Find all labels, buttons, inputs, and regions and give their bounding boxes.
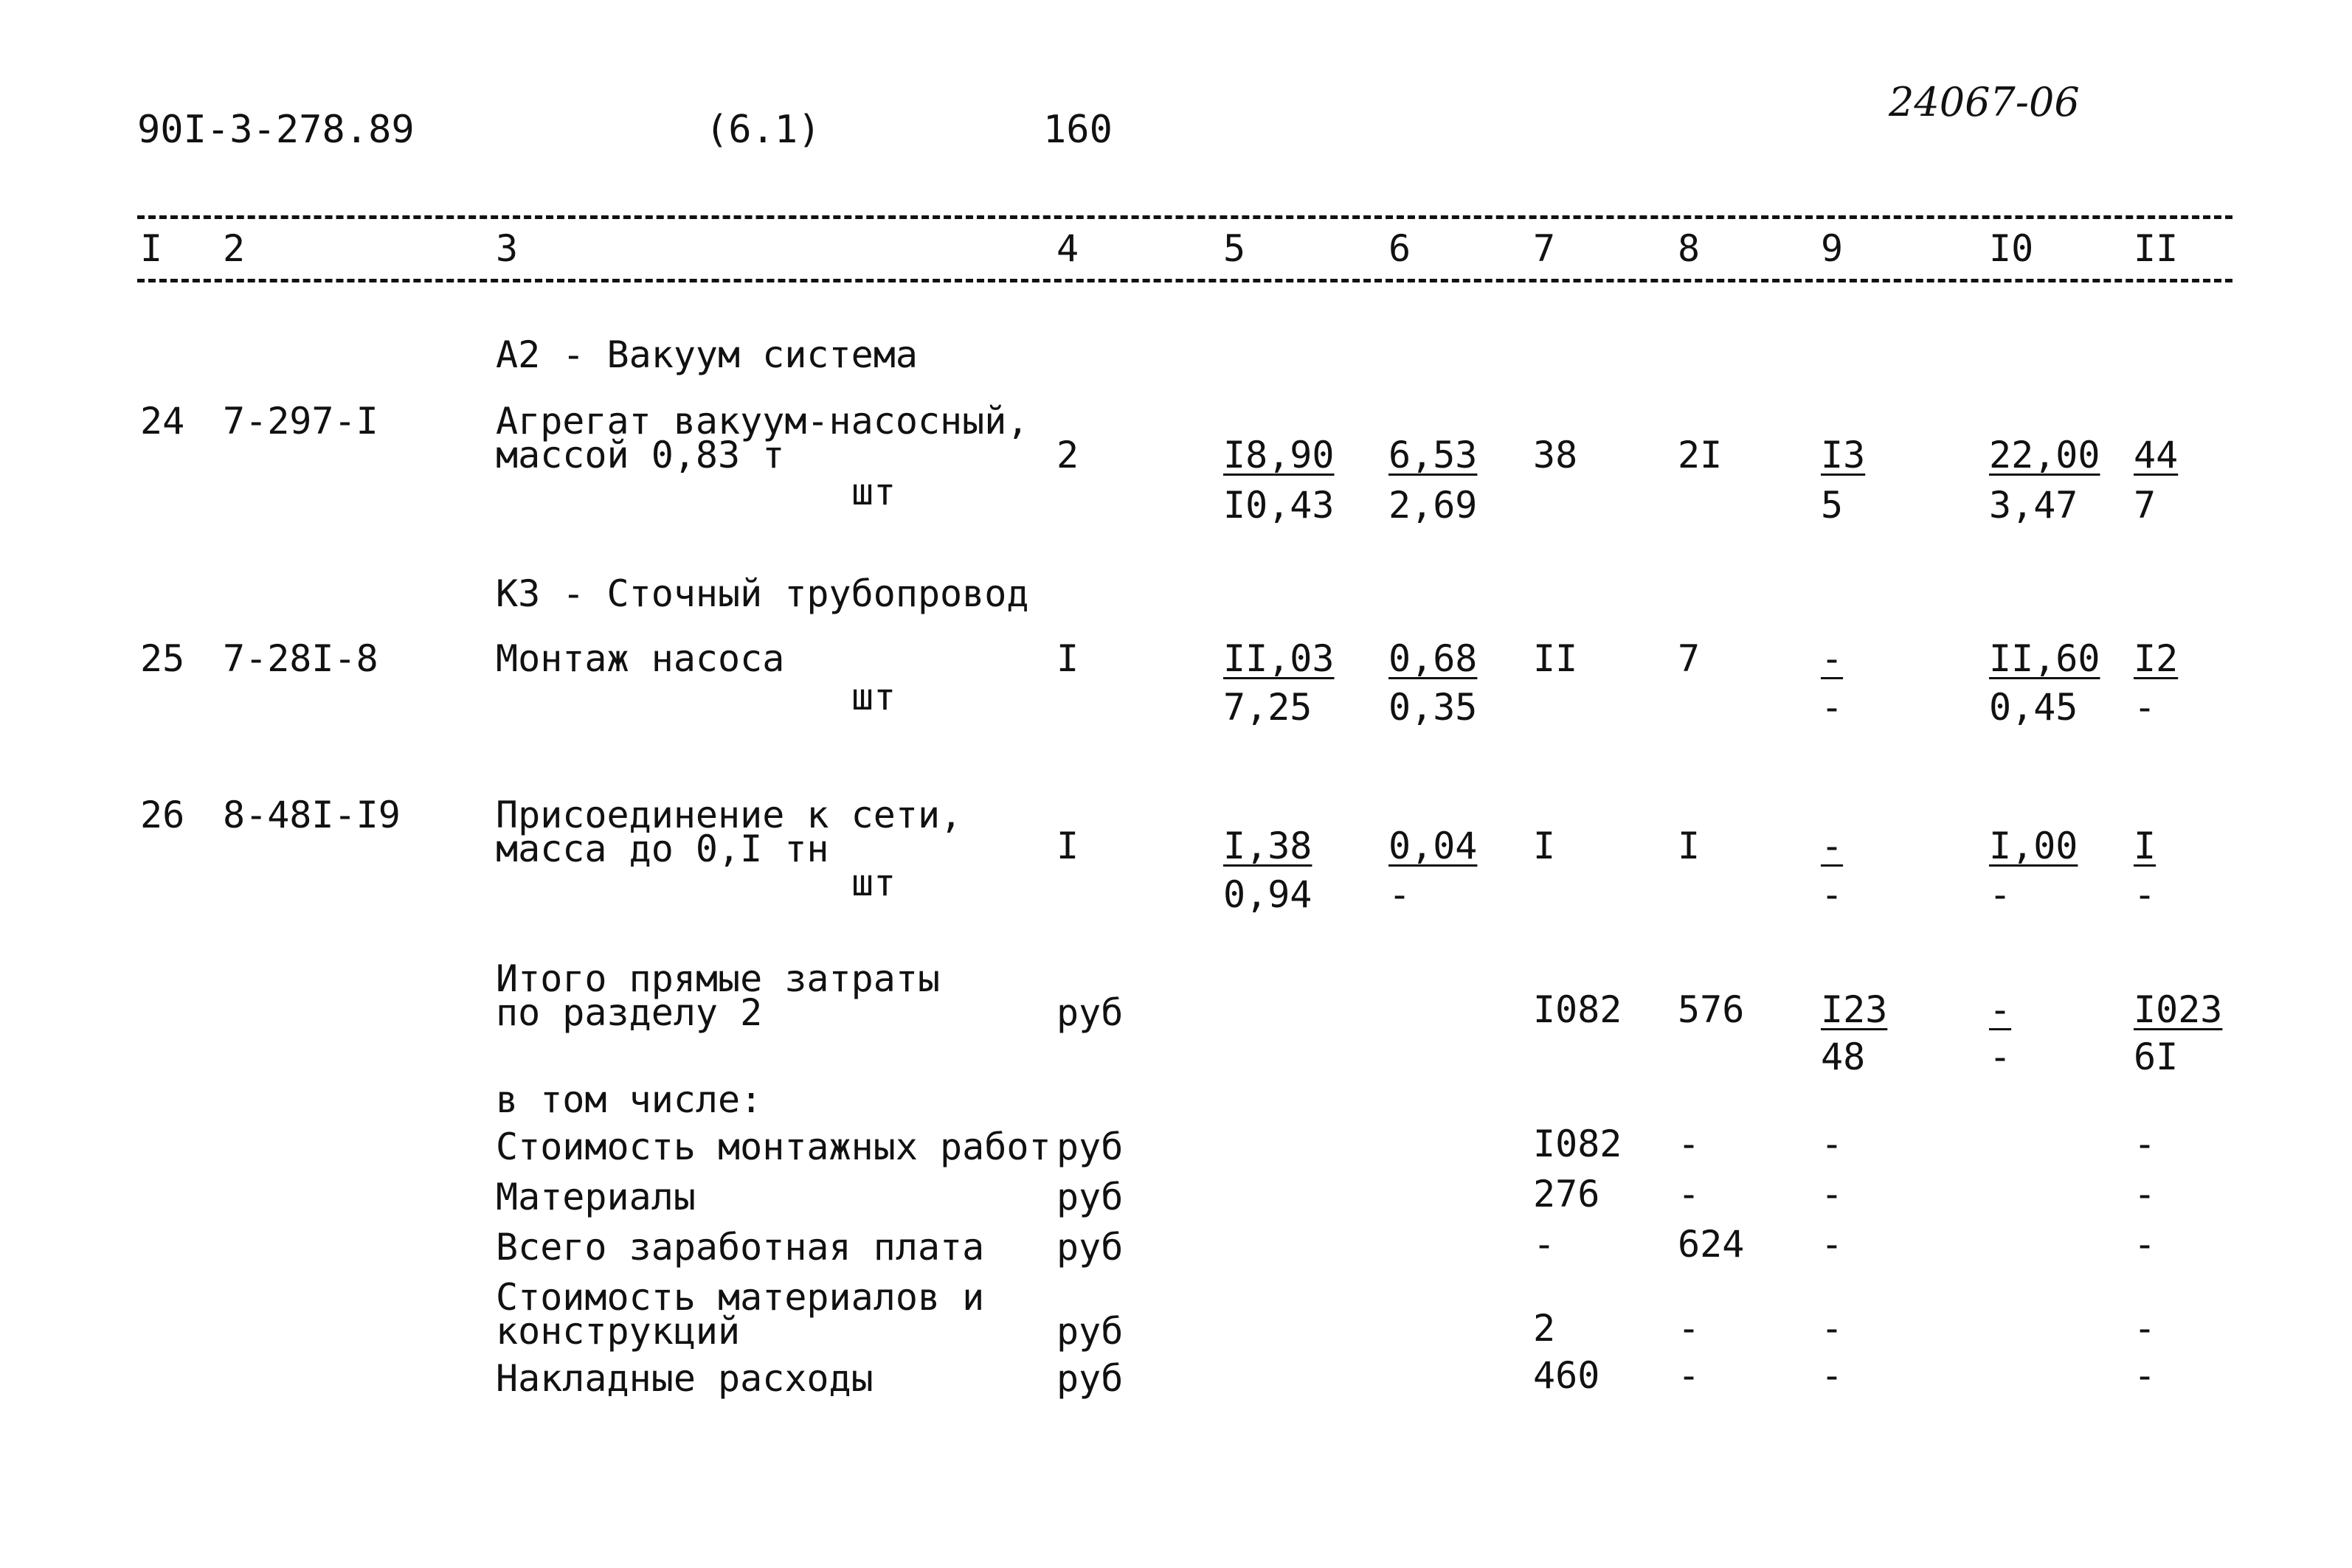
section-heading-a2: А2 - Вакуум система bbox=[496, 333, 918, 376]
breakdown-col11: - bbox=[2134, 1223, 2156, 1266]
including-label: в том числе: bbox=[496, 1078, 763, 1121]
total-col11-bottom: 6I bbox=[2134, 1035, 2179, 1078]
col11-bottom: - bbox=[2134, 686, 2156, 729]
rate-code: 7-297-I bbox=[223, 400, 378, 443]
col10-bottom: 0,45 bbox=[1989, 686, 2078, 729]
col8-value: 2I bbox=[1678, 434, 1723, 476]
breakdown-col9: - bbox=[1821, 1354, 1844, 1397]
col11-top: I2 bbox=[2134, 637, 2179, 680]
quantity: I bbox=[1056, 825, 1079, 867]
unit-label: шт bbox=[851, 861, 896, 904]
col8-value: 7 bbox=[1678, 637, 1701, 680]
total-col10-bottom: - bbox=[1989, 1035, 2012, 1078]
item-name-line1: Присоединение к сети, bbox=[496, 794, 963, 836]
breakdown-col8: - bbox=[1678, 1123, 1701, 1165]
breakdown-unit: руб bbox=[1056, 1176, 1124, 1218]
breakdown-col11: - bbox=[2134, 1354, 2156, 1397]
document-code: 90I-3-278.89 bbox=[137, 108, 415, 152]
breakdown-label-line1: Стоимость материалов и bbox=[496, 1276, 985, 1319]
col7-value: I bbox=[1533, 825, 1556, 867]
breakdown-col7: 460 bbox=[1533, 1354, 1600, 1397]
item-name-line2: масса до 0,I тн bbox=[496, 828, 829, 870]
col-header-5: 5 bbox=[1223, 227, 1246, 270]
total-label-line2: по разделу 2 bbox=[496, 991, 763, 1034]
col5-top: II,03 bbox=[1223, 637, 1335, 680]
col-header-6: 6 bbox=[1388, 227, 1411, 270]
breakdown-unit: руб bbox=[1056, 1226, 1124, 1269]
col-header-1: I bbox=[140, 227, 163, 270]
col-header-10: I0 bbox=[1989, 227, 2034, 270]
breakdown-col11: - bbox=[2134, 1123, 2156, 1165]
col-header-2: 2 bbox=[223, 227, 246, 270]
col6-bottom: - bbox=[1388, 873, 1411, 916]
breakdown-col7: - bbox=[1533, 1223, 1556, 1266]
col11-bottom: 7 bbox=[2134, 484, 2156, 527]
breakdown-unit: руб bbox=[1056, 1310, 1124, 1353]
breakdown-label: Всего заработная плата bbox=[496, 1226, 985, 1269]
breakdown-col9: - bbox=[1821, 1173, 1844, 1215]
item-name-line1: Монтаж насоса bbox=[496, 637, 785, 680]
col5-bottom: I0,43 bbox=[1223, 484, 1335, 527]
col7-value: II bbox=[1533, 637, 1578, 680]
col11-top: I bbox=[2134, 825, 2156, 867]
breakdown-col11: - bbox=[2134, 1173, 2156, 1215]
breakdown-col8: - bbox=[1678, 1173, 1701, 1215]
breakdown-label: конструкций bbox=[496, 1310, 741, 1353]
col9-bottom: - bbox=[1821, 873, 1844, 916]
col11-top: 44 bbox=[2134, 434, 2179, 476]
total-col7: I082 bbox=[1533, 988, 1622, 1031]
col9-bottom: - bbox=[1821, 686, 1844, 729]
col5-top: I,38 bbox=[1223, 825, 1312, 867]
quantity: 2 bbox=[1056, 434, 1079, 476]
total-unit: руб bbox=[1056, 991, 1124, 1034]
total-col11-top: I023 bbox=[2134, 988, 2223, 1031]
col6-top: 0,04 bbox=[1388, 825, 1478, 867]
breakdown-col7: I082 bbox=[1533, 1123, 1622, 1165]
header-rule-bottom bbox=[137, 279, 2232, 282]
col6-top: 6,53 bbox=[1388, 434, 1478, 476]
col-header-7: 7 bbox=[1533, 227, 1556, 270]
row-number: 24 bbox=[140, 400, 185, 443]
col5-bottom: 7,25 bbox=[1223, 686, 1312, 729]
col10-bottom: 3,47 bbox=[1989, 484, 2078, 527]
col6-bottom: 2,69 bbox=[1388, 484, 1478, 527]
col-header-4: 4 bbox=[1056, 227, 1079, 270]
header-rule-top bbox=[137, 215, 2232, 219]
quantity: I bbox=[1056, 637, 1079, 680]
col10-top: I,00 bbox=[1989, 825, 2078, 867]
total-col10-top: - bbox=[1989, 988, 2012, 1031]
row-number: 25 bbox=[140, 637, 185, 680]
item-name-line2: массой 0,83 т bbox=[496, 434, 785, 476]
col9-top: I3 bbox=[1821, 434, 1866, 476]
col-header-8: 8 bbox=[1678, 227, 1701, 270]
breakdown-col11: - bbox=[2134, 1307, 2156, 1350]
breakdown-label: Накладные расходы bbox=[496, 1357, 874, 1400]
col8-value: I bbox=[1678, 825, 1701, 867]
handwritten-note: 24067-06 bbox=[1889, 79, 2080, 125]
breakdown-col8: - bbox=[1678, 1307, 1701, 1350]
col9-bottom: 5 bbox=[1821, 484, 1844, 527]
total-label-line1: Итого прямые затраты bbox=[496, 957, 941, 1000]
unit-label: шт bbox=[851, 676, 896, 718]
col6-top: 0,68 bbox=[1388, 637, 1478, 680]
page-number: 160 bbox=[1043, 108, 1113, 152]
breakdown-col7: 2 bbox=[1533, 1307, 1556, 1350]
col10-top: II,60 bbox=[1989, 637, 2100, 680]
unit-label: шт bbox=[851, 471, 896, 513]
col5-bottom: 0,94 bbox=[1223, 873, 1312, 916]
col10-top: 22,00 bbox=[1989, 434, 2100, 476]
col11-bottom: - bbox=[2134, 873, 2156, 916]
breakdown-col8: - bbox=[1678, 1354, 1701, 1397]
col-header-3: 3 bbox=[496, 227, 519, 270]
breakdown-col7: 276 bbox=[1533, 1173, 1600, 1215]
col5-top: I8,90 bbox=[1223, 434, 1335, 476]
section-number: (6.1) bbox=[705, 108, 821, 152]
total-col8: 576 bbox=[1678, 988, 1745, 1031]
col6-bottom: 0,35 bbox=[1388, 686, 1478, 729]
breakdown-label: Материалы bbox=[496, 1176, 696, 1218]
breakdown-unit: руб bbox=[1056, 1357, 1124, 1400]
col7-value: 38 bbox=[1533, 434, 1578, 476]
col-header-11: II bbox=[2134, 227, 2179, 270]
breakdown-label: Стоимость монтажных работ bbox=[496, 1125, 1051, 1168]
col10-bottom: - bbox=[1989, 873, 2012, 916]
col9-top: - bbox=[1821, 825, 1844, 867]
item-name-line1: Агрегат вакуум-насосный, bbox=[496, 400, 1029, 443]
breakdown-col9: - bbox=[1821, 1223, 1844, 1266]
col-header-9: 9 bbox=[1821, 227, 1844, 270]
total-col9-bottom: 48 bbox=[1821, 1035, 1866, 1078]
col9-top: - bbox=[1821, 637, 1844, 680]
breakdown-col9: - bbox=[1821, 1307, 1844, 1350]
breakdown-col9: - bbox=[1821, 1123, 1844, 1165]
row-number: 26 bbox=[140, 794, 185, 836]
section-heading-k3: К3 - Сточный трубопровод bbox=[496, 572, 1029, 615]
breakdown-col8: 624 bbox=[1678, 1223, 1745, 1266]
rate-code: 8-48I-I9 bbox=[223, 794, 401, 836]
total-col9-top: I23 bbox=[1821, 988, 1888, 1031]
breakdown-unit: руб bbox=[1056, 1125, 1124, 1168]
rate-code: 7-28I-8 bbox=[223, 637, 378, 680]
